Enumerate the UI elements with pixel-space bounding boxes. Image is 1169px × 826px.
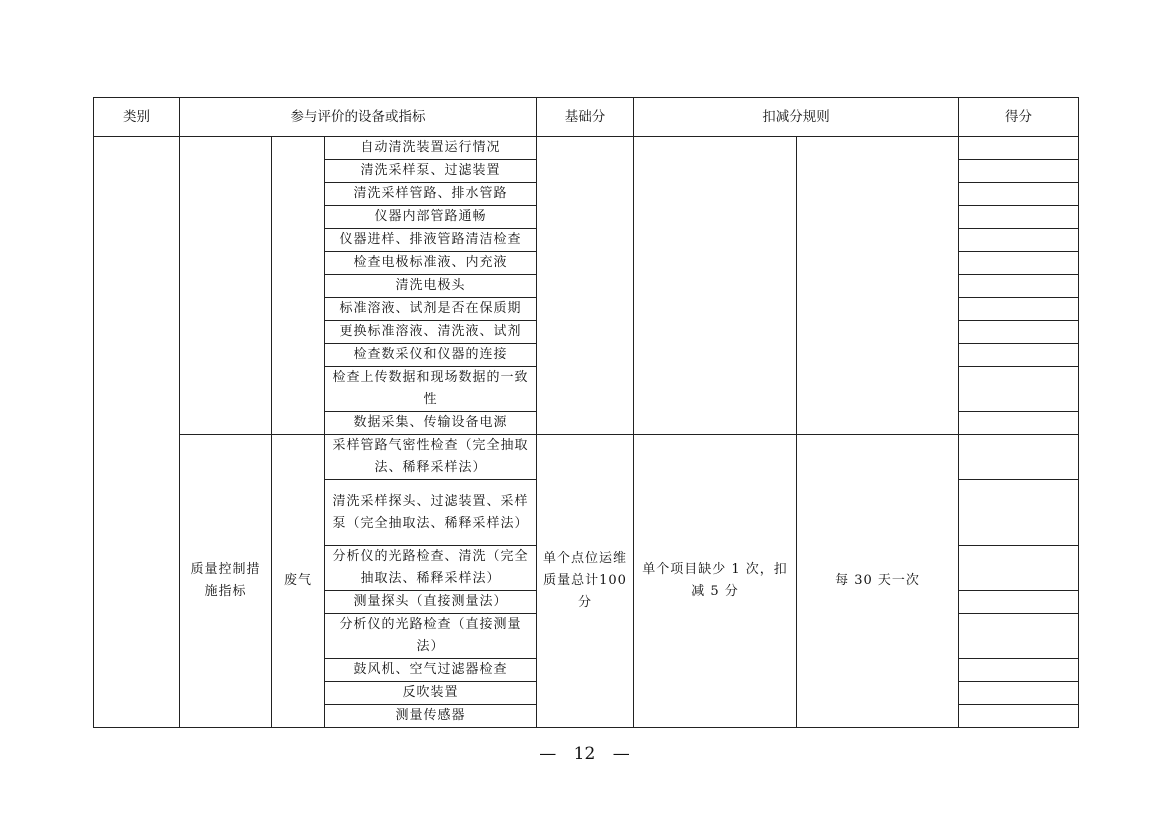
item-cell: 检查上传数据和现场数据的一致性 [325,367,537,412]
section1-frequency-cell [797,137,959,435]
item-cell: 清洗采样管路、排水管路 [325,183,537,206]
section1-base-score-cell [537,137,634,435]
section2-base-score: 单个点位运维质量总计100分 [537,435,634,728]
item-cell: 反吹装置 [325,682,537,705]
item-cell: 标准溶液、试剂是否在保质期 [325,298,537,321]
header-deduction-rule: 扣减分规则 [634,98,959,137]
header-category: 类别 [94,98,180,137]
item-cell: 测量传感器 [325,705,537,728]
section1-subcategory-cell [180,137,272,435]
score-cell[interactable] [959,298,1079,321]
header-row [94,98,1079,137]
page-number: 12 [573,744,596,764]
item-cell: 自动清洗装置运行情况 [325,137,537,160]
score-cell[interactable] [959,367,1079,412]
score-cell[interactable] [959,183,1079,206]
score-cell[interactable] [959,252,1079,275]
section1-deduction-cell [634,137,797,435]
evaluation-table [93,97,1079,728]
item-cell: 清洗采样探头、过滤装置、采样泵（完全抽取法、稀释采样法） [325,480,537,546]
score-cell[interactable] [959,344,1079,367]
score-cell[interactable] [959,546,1079,591]
score-cell[interactable] [959,705,1079,728]
category-cell [94,137,180,728]
item-cell: 仪器内部管路通畅 [325,206,537,229]
item-cell: 清洗电极头 [325,275,537,298]
item-cell: 分析仪的光路检查（直接测量法） [325,614,537,659]
section2-media: 废气 [272,435,325,728]
item-cell: 鼓风机、空气过滤器检查 [325,659,537,682]
score-cell[interactable] [959,206,1079,229]
item-cell: 采样管路气密性检查（完全抽取法、稀释采样法） [325,435,537,480]
score-cell[interactable] [959,229,1079,252]
score-cell[interactable] [959,275,1079,298]
dash-left: — [539,744,557,764]
section2-frequency: 每 30 天一次 [797,435,959,728]
header-base-score: 基础分 [537,98,634,137]
item-cell: 分析仪的光路检查、清洗（完全抽取法、稀释采样法） [325,546,537,591]
page-number-footer [0,744,1169,764]
score-cell[interactable] [959,682,1079,705]
header-equipment: 参与评价的设备或指标 [180,98,537,137]
header-score: 得分 [959,98,1079,137]
item-cell: 清洗采样泵、过滤装置 [325,160,537,183]
score-cell[interactable] [959,435,1079,480]
score-cell[interactable] [959,659,1079,682]
section2-category-label: 质量控制措施指标 [180,435,272,728]
score-cell[interactable] [959,137,1079,160]
score-cell[interactable] [959,480,1079,546]
table-row [94,137,1079,160]
score-cell[interactable] [959,321,1079,344]
item-cell: 测量探头（直接测量法） [325,591,537,614]
dash-right: — [612,744,630,764]
table-row [94,435,1079,480]
section2-deduction: 单个项目缺少 1 次，扣减 5 分 [634,435,797,728]
item-cell: 更换标准溶液、清洗液、试剂 [325,321,537,344]
score-cell[interactable] [959,412,1079,435]
item-cell: 检查数采仪和仪器的连接 [325,344,537,367]
score-cell[interactable] [959,614,1079,659]
item-cell: 检查电极标准液、内充液 [325,252,537,275]
section1-media-cell [272,137,325,435]
score-cell[interactable] [959,160,1079,183]
item-cell: 仪器进样、排液管路清洁检查 [325,229,537,252]
score-cell[interactable] [959,591,1079,614]
item-cell: 数据采集、传输设备电源 [325,412,537,435]
